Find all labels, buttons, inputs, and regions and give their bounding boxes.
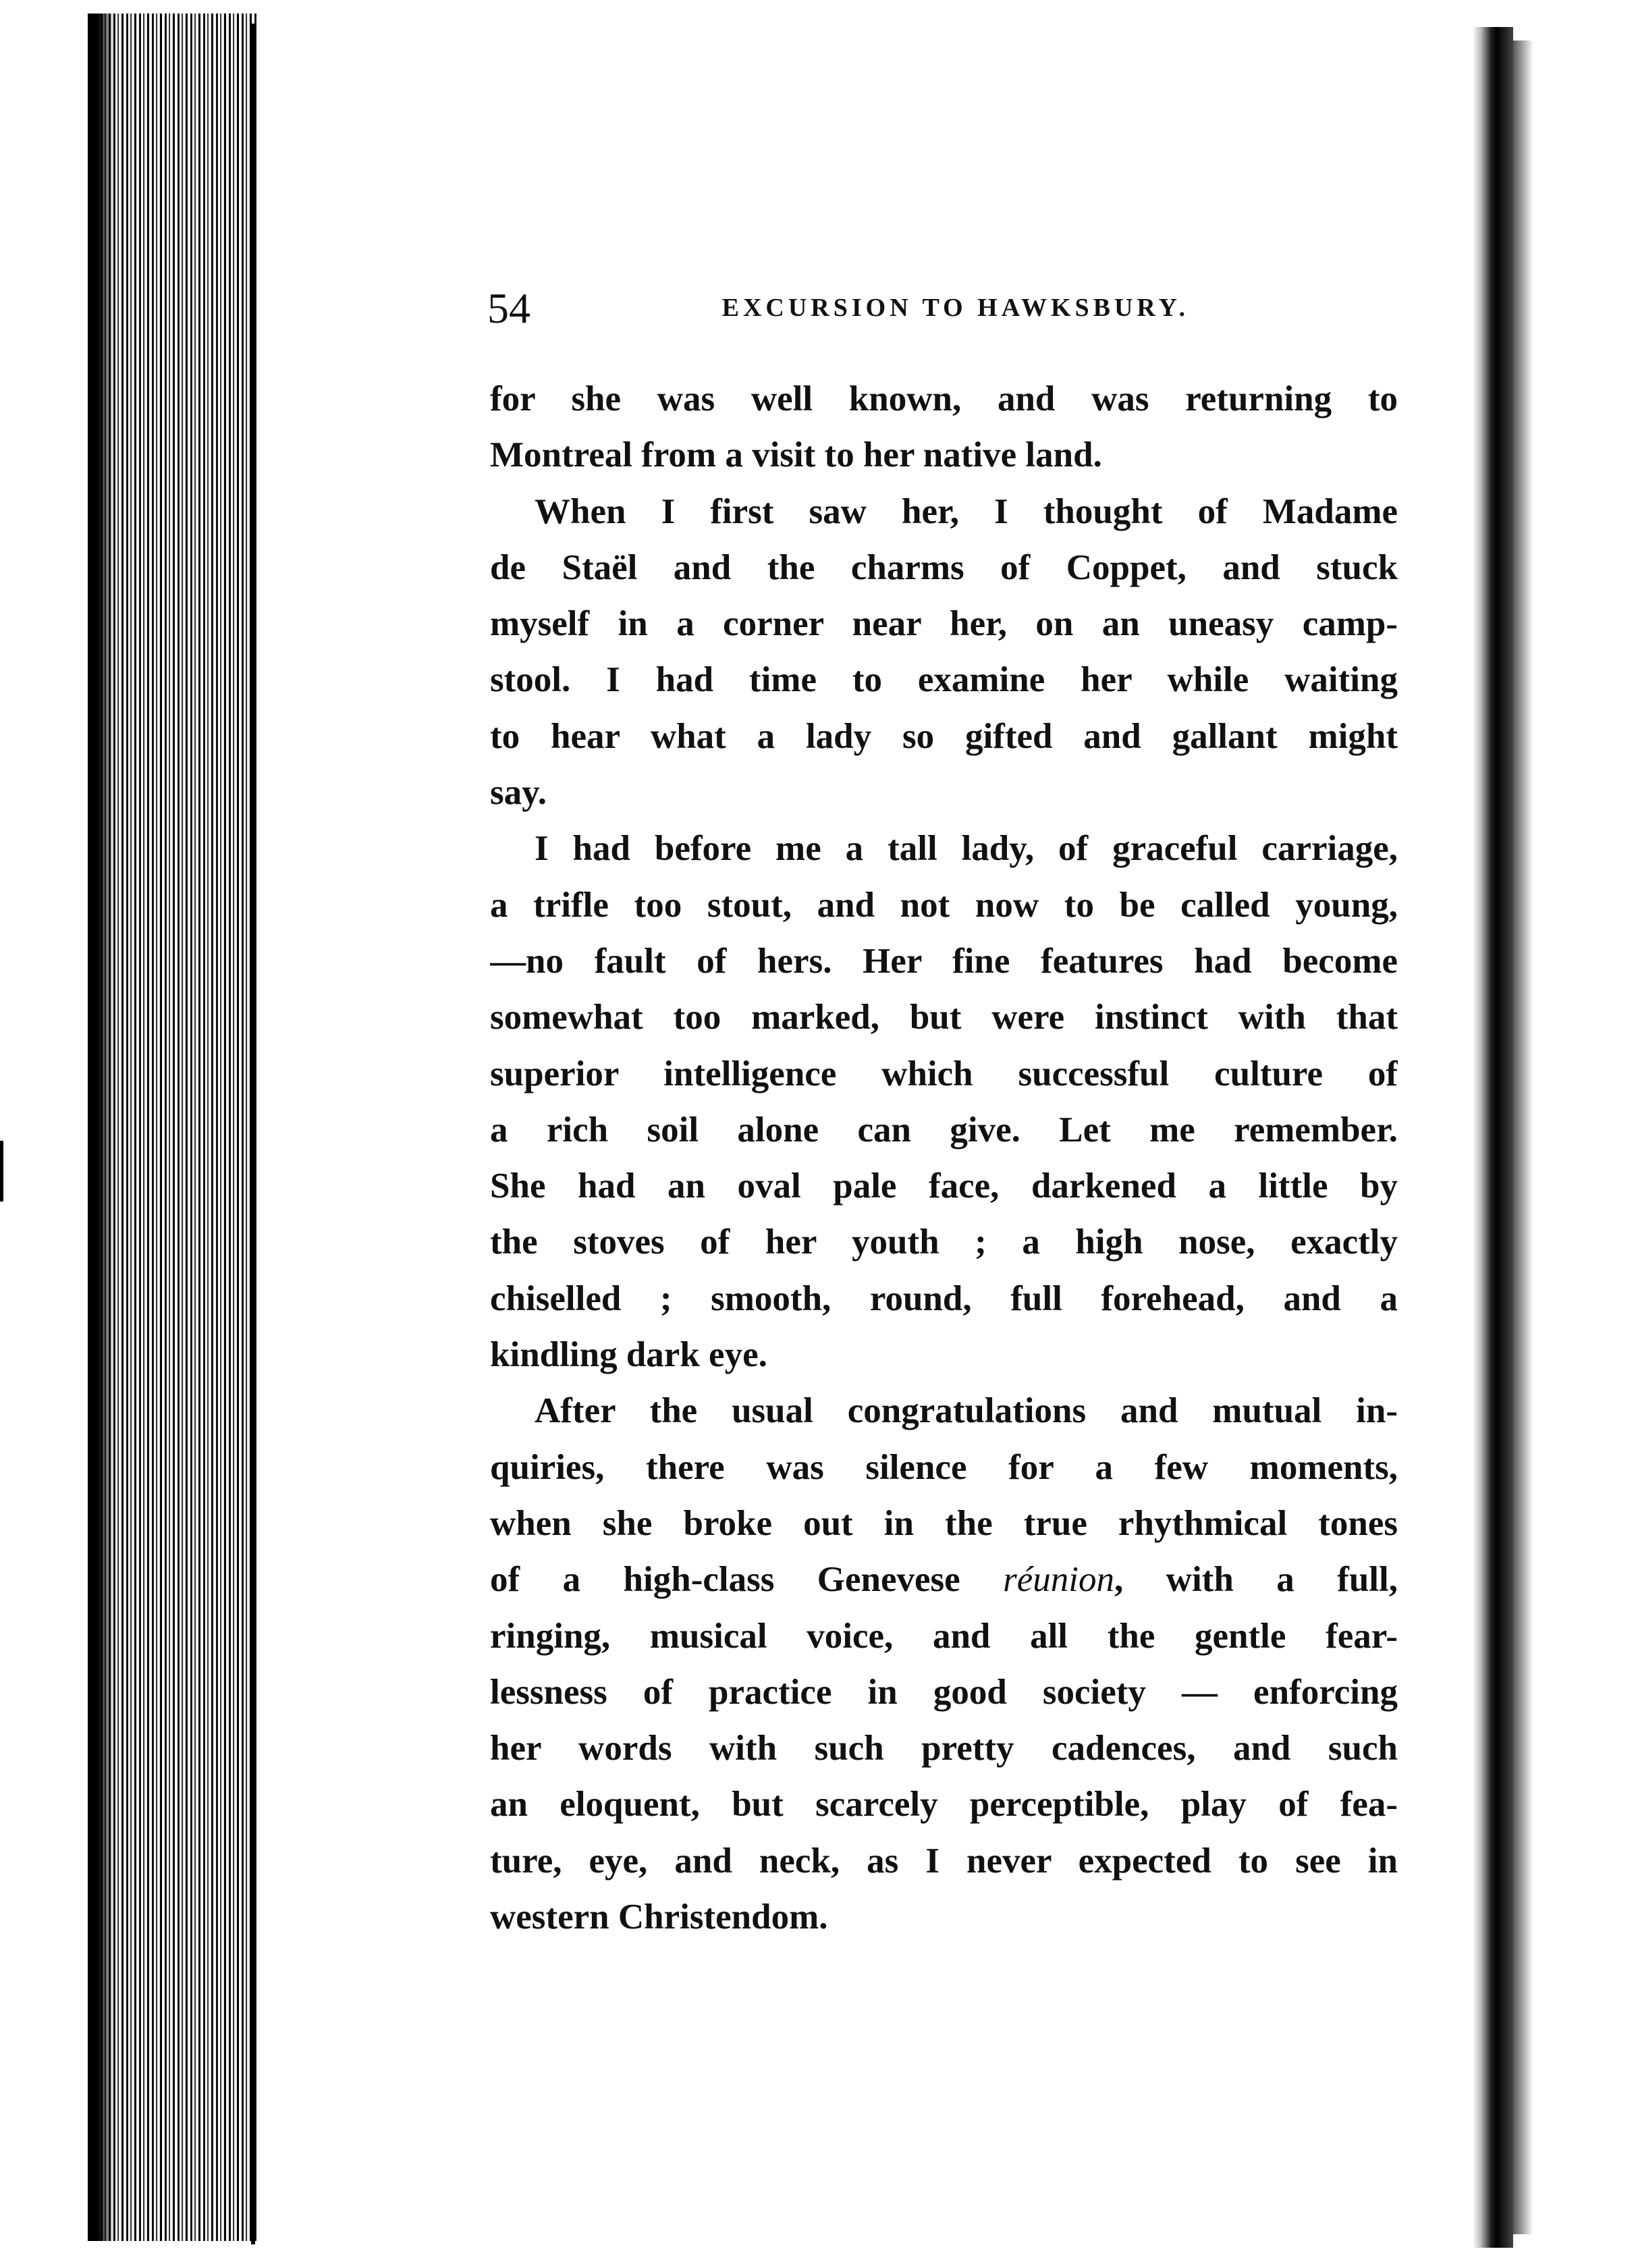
text-line: the stoves of her youth ; a high nose, exactly bbox=[490, 1222, 1398, 1262]
text-line: somewhat too marked, but were instinct with that bbox=[490, 998, 1398, 1037]
text-line: chiselled ; smooth, round, full forehead, and a bbox=[490, 1278, 1398, 1318]
page-header bbox=[487, 284, 1189, 351]
page-number: 54 bbox=[487, 284, 530, 332]
page-left-border bbox=[251, 24, 255, 2244]
text-line: She had an oval pale face, darkened a little by bbox=[490, 1166, 1398, 1206]
text-line: for she was well known, and was returning to bbox=[490, 379, 1398, 418]
text-line: lessness of practice in good society — enforcing bbox=[490, 1672, 1398, 1712]
text-line: After the usual congratulations and mutual in- bbox=[535, 1391, 1398, 1431]
text-line: a rich soil alone can give. Let me remember. bbox=[490, 1110, 1398, 1150]
text-line: kindling dark eye. bbox=[490, 1335, 767, 1375]
running-head: EXCURSION TO HAWKSBURY. bbox=[721, 294, 1189, 322]
text-line: when she broke out in the true rhythmical tones bbox=[490, 1503, 1398, 1543]
book-gutter-shadow bbox=[1473, 27, 1513, 2248]
text-line: stool. I had time to examine her while waiting bbox=[490, 660, 1398, 700]
text-line: Montreal from a visit to her native land. bbox=[490, 435, 1102, 475]
text-line: When I first saw her, I thought of Madame bbox=[535, 491, 1398, 531]
text-line: ringing, musical voice, and all the gentle fear- bbox=[490, 1616, 1398, 1656]
italic-word: réunion bbox=[1003, 1560, 1114, 1600]
text-segment: , with a full, bbox=[1114, 1560, 1398, 1600]
text-line: myself in a corner near her, on an uneasy camp- bbox=[490, 604, 1398, 644]
text-line: ture, eye, and neck, as I never expected to see in bbox=[490, 1841, 1398, 1881]
text-line: I had before me a tall lady, of graceful carriage, bbox=[535, 829, 1398, 869]
text-line bbox=[490, 1552, 1398, 1608]
body-text bbox=[490, 371, 1398, 1945]
text-line: —no fault of hers. Her fine features had become bbox=[490, 941, 1398, 981]
text-line: a trifle too stout, and not now to be called young, bbox=[490, 885, 1398, 925]
text-line: quiries, there was silence for a few moments, bbox=[490, 1447, 1398, 1487]
text-line: her words with such pretty cadences, and such bbox=[490, 1729, 1398, 1769]
text-line: western Christendom. bbox=[490, 1897, 828, 1937]
text-line: say. bbox=[490, 773, 547, 813]
gutter-inner-shadow bbox=[1513, 40, 1533, 2234]
fore-edge-shadow bbox=[88, 14, 115, 2241]
text-line: an eloquent, but scarcely perceptible, play of fea- bbox=[490, 1785, 1398, 1825]
text-segment: of a high-class Genevese bbox=[490, 1560, 1004, 1600]
text-line: de Staël and the charms of Coppet, and stuck bbox=[490, 547, 1398, 587]
scan-edge-mark bbox=[0, 1141, 3, 1202]
text-line: superior intelligence which successful culture of bbox=[490, 1054, 1398, 1094]
text-line: to hear what a lady so gifted and gallant might bbox=[490, 716, 1398, 756]
